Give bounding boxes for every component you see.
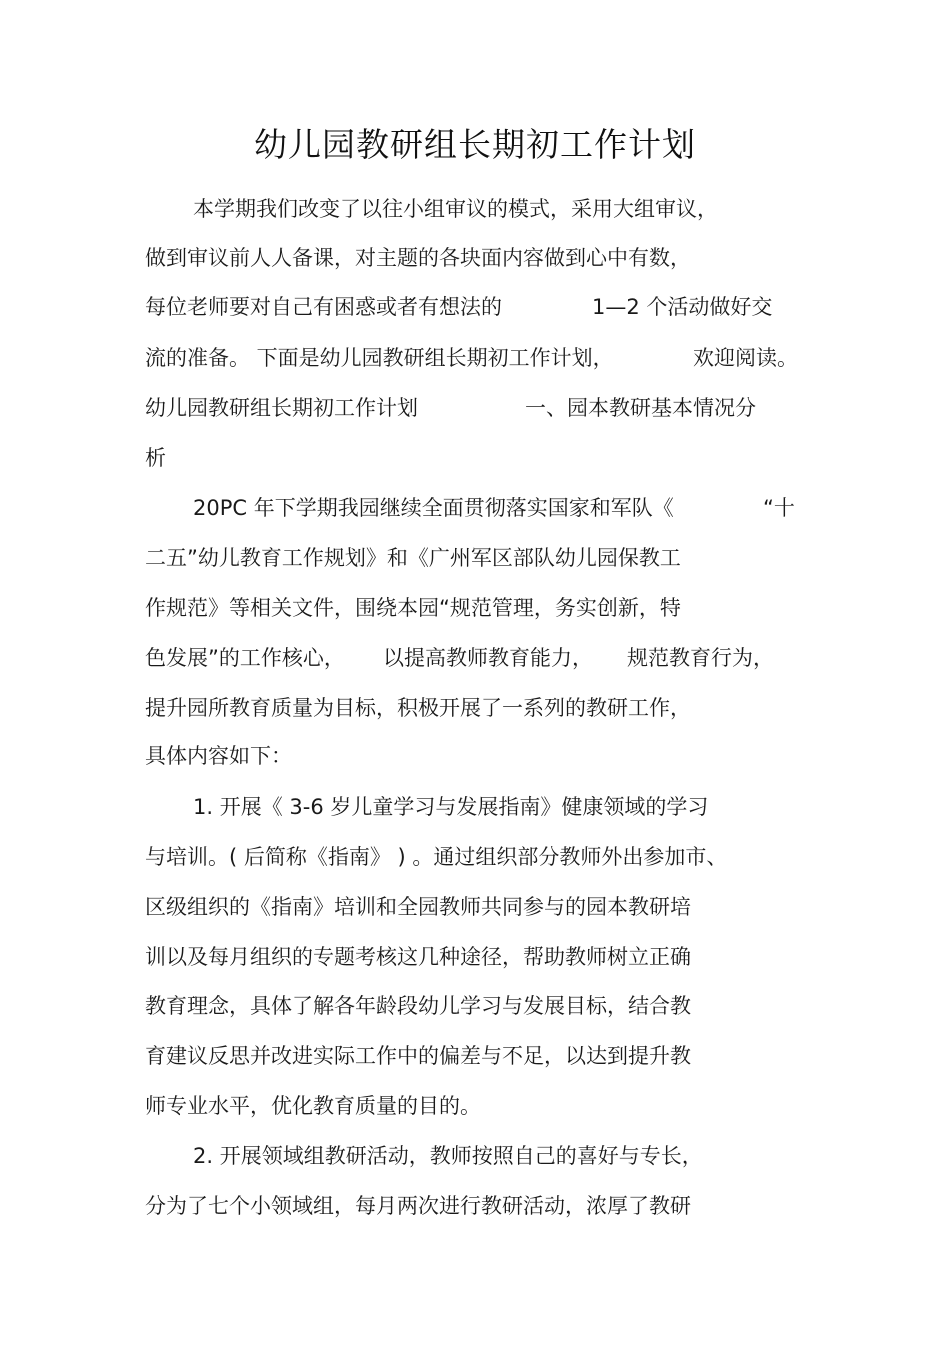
text-line: 作规范》等相关文件，围绕本园“规范管理，务实创新，特 bbox=[145, 596, 681, 620]
text-line: 提升园所教育质量为目标，积极开展了一系列的教研工作， bbox=[145, 696, 691, 720]
text-segment: 规范教育行为， bbox=[627, 646, 774, 670]
text-line: 2. 开展领域组教研活动，教师按照自己的喜好与专长， bbox=[193, 1144, 703, 1168]
text-segment: 欢迎阅读。 bbox=[693, 346, 798, 370]
text-line: 具体内容如下： bbox=[145, 744, 292, 768]
text-line: 师专业水平，优化教育质量的目的。 bbox=[145, 1094, 481, 1118]
text-segment: 一、园本教研基本情况分 bbox=[525, 396, 756, 420]
text-line: 本学期我们改变了以往小组审议的模式，采用大组审议， bbox=[193, 197, 718, 221]
text-line: 训以及每月组织的专题考核这几种途径，帮助教师树立正确 bbox=[145, 945, 691, 969]
text-line: 做到审议前人人备课，对主题的各块面内容做到心中有数， bbox=[145, 246, 691, 270]
text-line: 与培训。( 后简称《指南》 ) 。通过组织部分教师外出参加市、 bbox=[145, 845, 728, 869]
text-segment: 色发展”的工作核心， bbox=[145, 646, 345, 670]
text-segment: 流的准备。 下面是幼儿园教研组长期初工作计划， bbox=[145, 346, 614, 370]
text-line: 育建议反思并改进实际工作中的偏差与不足，以达到提升教 bbox=[145, 1044, 691, 1068]
text-segment: 20PC 年下学期我园继续全面贯彻落实国家和军队《 bbox=[193, 496, 674, 520]
text-line: 分为了七个小领域组，每月两次进行教研活动，浓厚了教研 bbox=[145, 1194, 691, 1218]
text-segment: “十 bbox=[763, 496, 795, 520]
text-segment: 每位老师要对自己有困惑或者有想法的 bbox=[145, 295, 502, 319]
text-line: 二五”幼儿教育工作规划》和《广州军区部队幼儿园保教工 bbox=[145, 546, 681, 570]
text-segment: 1—2 个活动做好交 bbox=[592, 295, 773, 319]
text-line: 区级组织的《指南》培训和全园教师共同参与的园本教研培 bbox=[145, 895, 691, 919]
text-line: 析 bbox=[145, 446, 166, 470]
text-line: 1. 开展《 3-6 岁儿童学习与发展指南》健康领域的学习 bbox=[193, 795, 709, 819]
text-segment: 幼儿园教研组长期初工作计划 bbox=[145, 396, 418, 420]
text-segment: 以提高教师教育能力， bbox=[383, 646, 593, 670]
text-line: 教育理念，具体了解各年龄段幼儿学习与发展目标，结合教 bbox=[145, 994, 691, 1018]
document-title: 幼儿园教研组长期初工作计划 bbox=[254, 125, 696, 164]
